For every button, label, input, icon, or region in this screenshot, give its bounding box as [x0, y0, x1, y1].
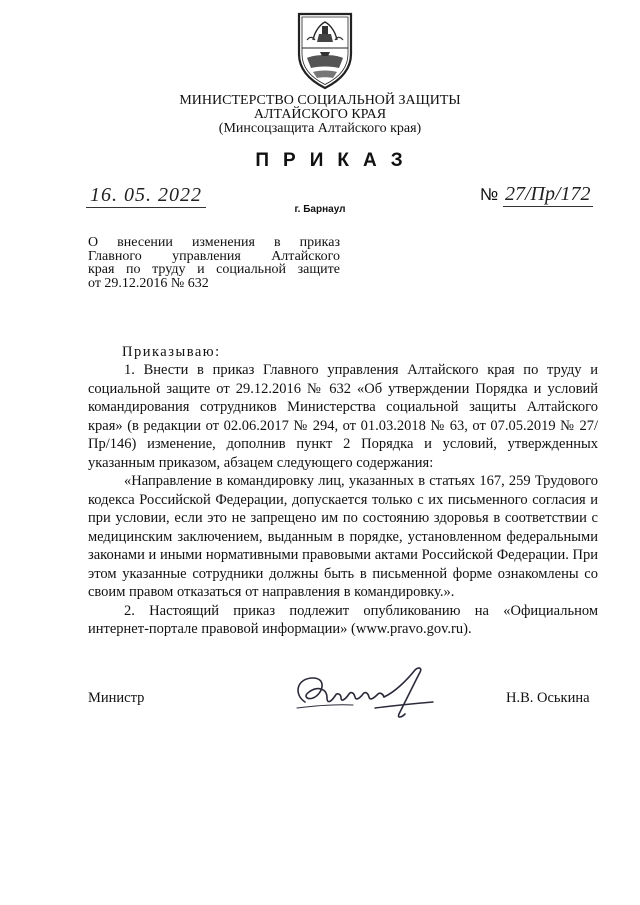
- body-paragraph-1: 1. Внести в приказ Главного управления Алтайского края по труду и социальной защите от 29.12.2016 № 632 «Об утверждении Порядка и условий командирования сотрудников Министерства социальной защиты Алтайского края» (в редакции от 02.06.2017 № 294, от 01.03.2018 № 63, от 07.05.2019 № 27/Пр/146) изменение, дополнив пункт 2 Порядка и условий, утвержденных указанным приказом, абзацем следующего содержания:: [88, 362, 598, 471]
- number-label: №: [480, 185, 499, 204]
- signature-icon: [283, 664, 443, 724]
- document-date: 16. 05. 2022: [86, 184, 206, 208]
- signatory-name: Н.В. Оськина: [506, 690, 590, 706]
- signatory-title: Министр: [88, 690, 145, 706]
- subject-line: Главного управления Алтайского: [88, 248, 340, 264]
- document-number: 27/Пр/172: [505, 183, 591, 205]
- organization-region: АЛТАЙСКОГО КРАЯ: [253, 107, 387, 122]
- organization-name: МИНИСТЕРСТВО СОЦИАЛЬНОЙ ЗАЩИТЫ: [179, 93, 461, 108]
- subject-line: от 29.12.2016 № 632: [88, 275, 209, 291]
- subject-line: О внесении изменения в приказ: [88, 235, 340, 250]
- document-body: [88, 361, 598, 639]
- city-label: г. Барнаул: [294, 204, 346, 215]
- document-subject: [88, 236, 340, 290]
- subject-line: края по труду и социальной защите: [88, 262, 340, 277]
- document-type-title: ПРИКАЗ: [255, 150, 417, 171]
- body-paragraph-2: «Направление в командировку лиц, указанных в статьях 167, 259 Трудового кодекса Российской Федерации, допускается только с их письменного согласия и при условии, если это не запрещено им по состоянию здоровья в соответствии с медицинским заключением, выданным в порядке, установленном федеральными законами и иными нормативными правовыми актами Российской Федерации. При этом указанные сотрудники должны быть в письменной форме ознакомлены со своим правом отказаться от направления в командировку.».: [88, 473, 598, 600]
- organization-short-name: (Минсоцзащита Алтайского края): [218, 121, 422, 136]
- coat-of-arms-icon: [293, 10, 357, 90]
- body-paragraph-3: 2. Настоящий приказ подлежит опубликованию на «Официальном интернет-портале правовой информации» (www.pravo.gov.ru).: [88, 602, 598, 637]
- order-directive: Приказываю:: [122, 344, 221, 360]
